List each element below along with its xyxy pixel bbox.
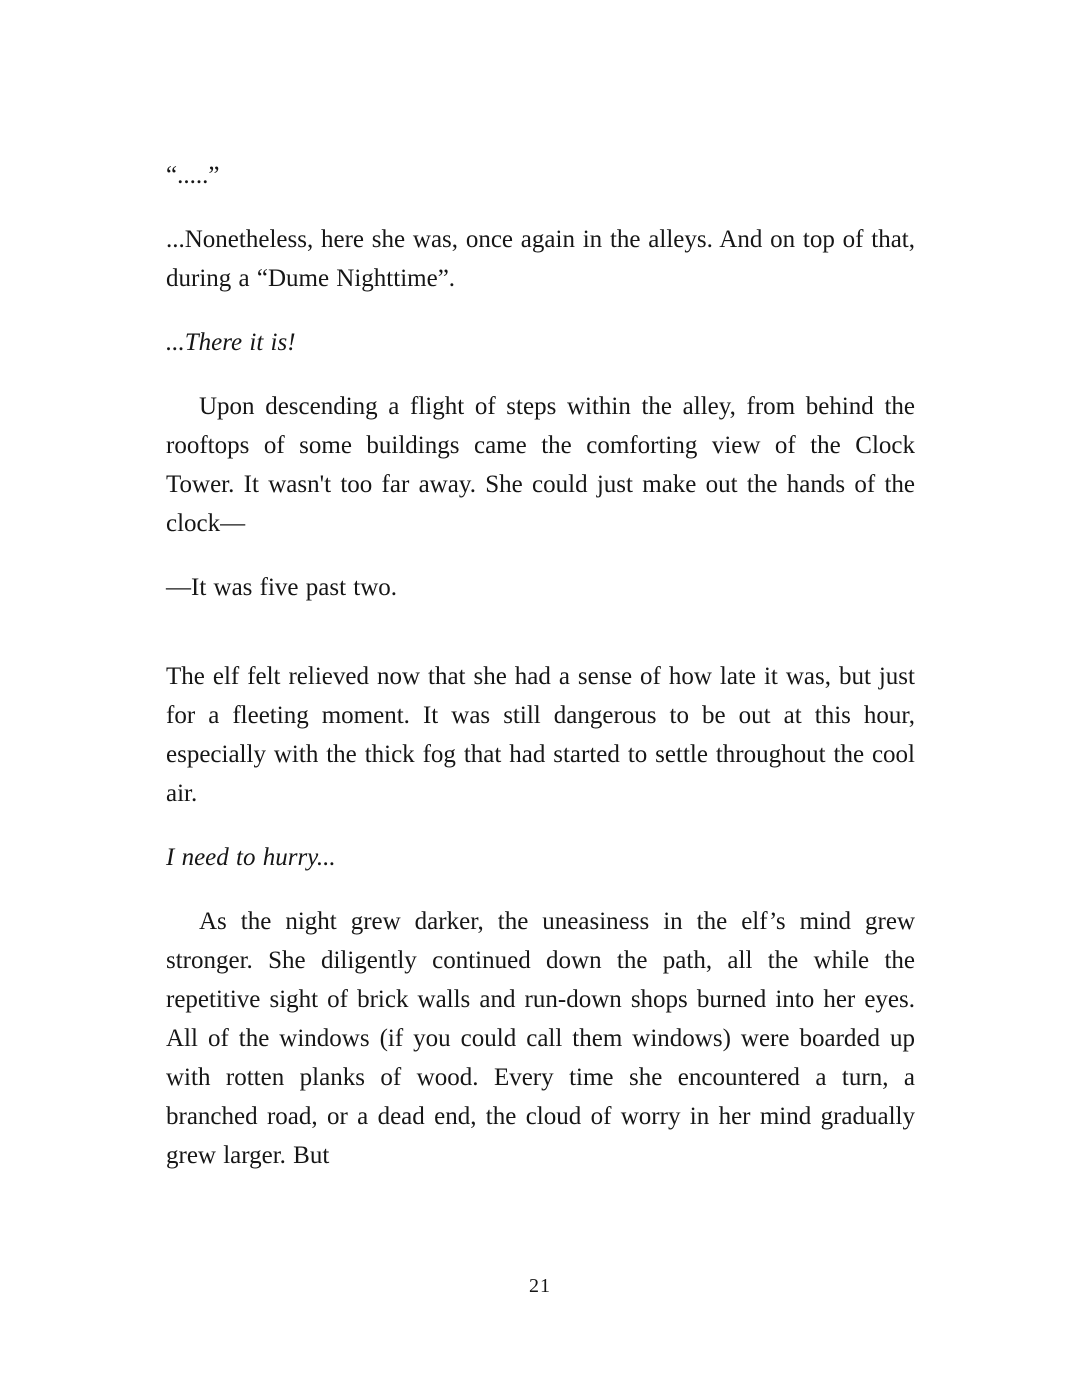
- paragraph-nonetheless: ...Nonetheless, here she was, once again in the alleys. And on top of that, during a “Dume Nighttime”.: [166, 226, 915, 292]
- paragraph-ellipsis-quote: “.....”: [166, 162, 220, 189]
- paragraph-there-it-is: ...There it is!: [166, 329, 296, 356]
- paragraph-upon-descending: Upon descending a flight of steps within the alley, from behind the rooftops of some buildings came the comforting view of the Clock Tower. It wasn't too far away. She could just make out the hands of the clock—: [166, 393, 915, 537]
- page-text-block: [166, 156, 915, 1200]
- page-number: 21: [529, 1275, 551, 1297]
- paragraph-need-to-hurry: I need to hurry...: [166, 844, 336, 871]
- paragraph-five-past-two: —It was five past two.: [166, 574, 398, 601]
- paragraph-elf-relieved: The elf felt relieved now that she had a sense of how late it was, but just for a fleeting moment. It was still dangerous to be out at this hour, especially with the thick fog that had started to settle throughout the cool air.: [166, 663, 915, 807]
- paragraph-night-grew-darker: As the night grew darker, the uneasiness in the elf’s mind grew stronger. She diligently continued down the path, all the while the repetitive sight of brick walls and run-down shops burned into her eyes. All of the windows (if you could call them windows) were boarded up with rotten planks of wood. Every time she encountered a turn, a branched road, or a dead end, the cloud of worry in her mind gradually grew larger. But: [166, 908, 915, 1169]
